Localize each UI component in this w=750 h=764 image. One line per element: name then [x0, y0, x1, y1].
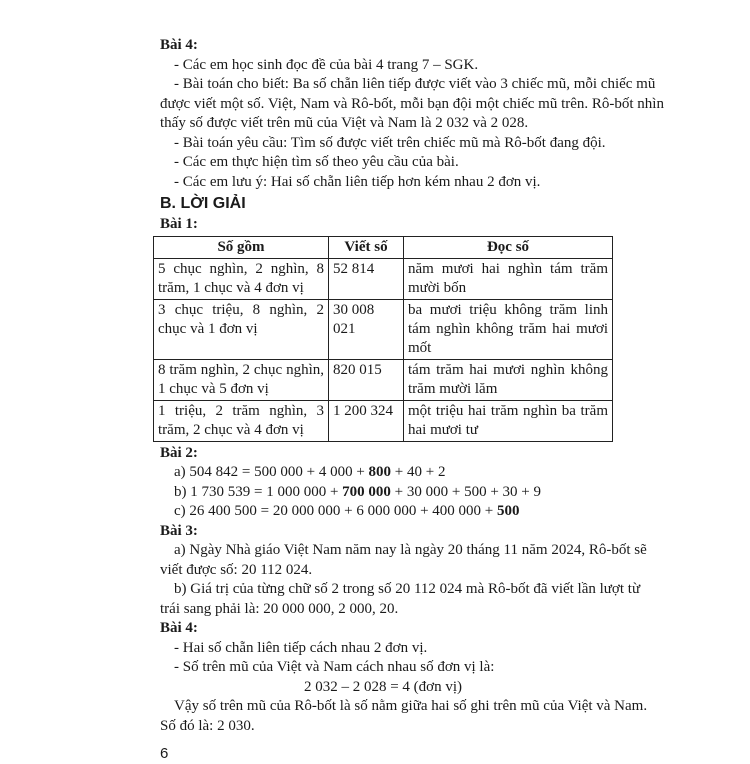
bai4-heading: Bài 4: [160, 37, 198, 53]
page-content [153, 36, 664, 764]
text-line: - Số trên mũ của Việt và Nam cách nhau số đơn vị là: [174, 659, 495, 675]
text-line: a) Ngày Nhà giáo Việt Nam năm nay là ngày 20 tháng 11 năm 2024, Rô-bốt sẽ [174, 542, 647, 558]
text-line: được viết một số. Việt, Nam và Rô-bốt, mỗi bạn đội một chiếc mũ trên. Rô-bốt nhìn [160, 95, 664, 112]
header-viet-so: Viết số [329, 236, 404, 258]
table-row [154, 400, 613, 441]
cell-so-gom: 1 triệu, 2 trăm nghìn, 3 trăm, 2 chục và 4 đơn vị [154, 400, 329, 441]
text-line: Vậy số trên mũ của Rô-bốt là số nằm giữa hai số ghi trên mũ của Việt và Nam. [174, 698, 648, 714]
header-so-gom: Số gồm [154, 236, 329, 258]
page-number: 6 [160, 745, 169, 762]
equation: 2 032 – 2 028 = 4 (đơn vị) [303, 678, 463, 695]
cell-so-gom: 8 trăm nghìn, 2 chục nghìn, 1 chục và 5 đơn vị [154, 359, 329, 400]
cell-viet-so: 820 015 [329, 359, 404, 400]
text-line: - Các em học sinh đọc đề của bài 4 trang 7 – SGK. [174, 56, 479, 73]
cell-doc-so: ba mươi triệu không trăm linh tám nghìn không trăm hai mươi mốt [404, 299, 613, 359]
cell-doc-so: năm mươi hai nghìn tám trăm mười bốn [404, 258, 613, 299]
header-doc-so: Đọc số [404, 236, 613, 258]
table-row [154, 299, 613, 359]
section-title: B. LỜI GIẢI [160, 195, 246, 212]
bai4-heading: Bài 4: [160, 620, 198, 636]
expr: c) 26 400 500 = 20 000 000 + 6 000 000 + 400 000 + [174, 503, 497, 519]
bai1-table [153, 236, 613, 442]
text-line: - Bài toán cho biết: Ba số chẵn liên tiếp được viết vào 3 chiếc mũ, mỗi chiếc mũ [174, 76, 656, 92]
table-row [154, 359, 613, 400]
bold-term: 700 000 [342, 483, 391, 500]
text-line: trái sang phải là: 20 000 000, 2 000, 20. [160, 600, 399, 617]
bai3-heading: Bài 3: [160, 522, 198, 539]
text-line: - Hai số chẵn liên tiếp cách nhau 2 đơn vị. [174, 639, 428, 656]
bai1-heading: Bài 1: [160, 216, 198, 232]
expr: a) 504 842 = 500 000 + 4 000 + [174, 464, 369, 480]
cell-so-gom: 5 chục nghìn, 2 nghìn, 8 trăm, 1 chục và 4 đơn vị [154, 258, 329, 299]
text-line: Số đó là: 2 030. [160, 717, 255, 734]
bold-term: 500 [497, 503, 520, 519]
text-line: - Các em lưu ý: Hai số chẵn liên tiếp hơn kém nhau 2 đơn vị. [174, 173, 541, 190]
cell-viet-so: 30 008 021 [329, 299, 404, 359]
text-line: b) Giá trị của từng chữ số 2 trong số 20 112 024 mà Rô-bốt đã viết lần lượt từ [174, 581, 641, 597]
expr: + 40 + 2 [391, 464, 446, 480]
cell-viet-so: 52 814 [329, 258, 404, 299]
cell-viet-so: 1 200 324 [329, 400, 404, 441]
cell-doc-so: một triệu hai trăm nghìn ba trăm hai mươi tư [404, 400, 613, 441]
text-line: thấy số được viết trên mũ của Việt và Nam là 2 032 và 2 028. [160, 115, 529, 131]
bai2-heading: Bài 2: [160, 444, 198, 461]
cell-so-gom: 3 chục triệu, 8 nghìn, 2 chục và 1 đơn vị [154, 299, 329, 359]
table-header-row [154, 236, 613, 258]
expr: + 30 000 + 500 + 30 + 9 [390, 483, 542, 500]
expr: b) 1 730 539 = 1 000 000 + [174, 483, 343, 500]
bai2-b [153, 483, 613, 503]
text-line: viết được số: 20 112 024. [160, 561, 313, 578]
text-line: - Các em thực hiện tìm số theo yêu cầu của bài. [174, 154, 459, 170]
text-line: - Bài toán yêu cầu: Tìm số được viết trên chiếc mũ mà Rô-bốt đang đội. [174, 134, 606, 151]
cell-doc-so: tám trăm hai mươi nghìn không trăm mười lăm [404, 359, 613, 400]
bai2-c [153, 502, 613, 522]
bold-term: 800 [368, 464, 392, 480]
table-row [154, 258, 613, 299]
bai2-a [153, 463, 613, 483]
